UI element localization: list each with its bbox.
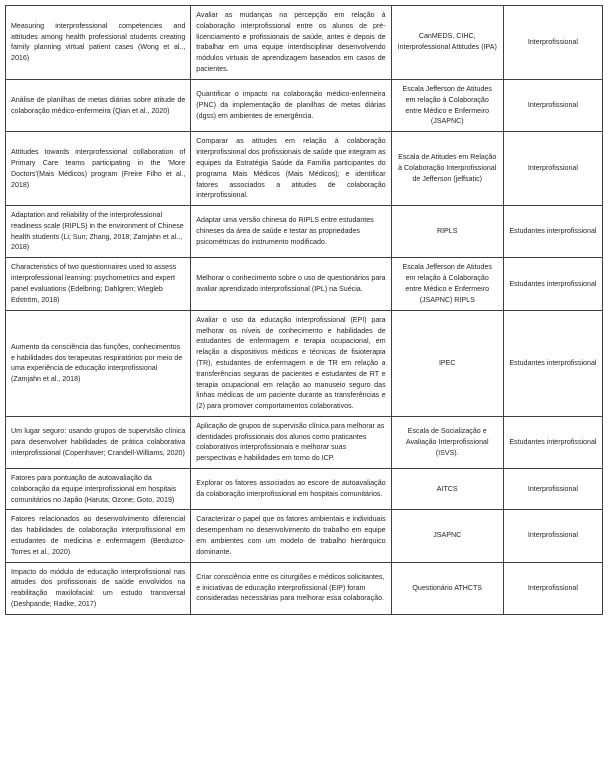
table-row <box>6 79 603 132</box>
cell-instrument-text: CanMEDS, CIHC, Interprofessional Attitudes (IPA) <box>397 32 497 52</box>
cell-study-title <box>6 469 191 510</box>
cell-focus-text: Interprofissional <box>527 583 578 592</box>
cell-focus-text: Interprofissional <box>527 101 578 110</box>
cell-study-title-text: Characteristics of two questionnaires used to assess interprofessional learning: psychometrics and expert panel evaluations (Edelbring; Dahlgren; Wiegleb Edström, 2018) <box>11 263 177 304</box>
cell-objective <box>191 6 391 80</box>
cell-instrument-text: AITCS <box>436 484 458 493</box>
cell-instrument-text: JSAPNC <box>433 531 462 540</box>
cell-objective-text: Comparar as atitudes em relação à colaboração interprofissional dos profissionais de saúde que integram as equipes da Estratégia Saúde da Família participantes do programa Mais Médicos (Mais Médicos); e identificar fatores associados a atitudes de colaboração interprofissional. <box>196 137 386 200</box>
cell-instrument <box>391 310 503 416</box>
table-row <box>6 562 603 614</box>
cell-instrument <box>391 6 503 80</box>
cell-focus <box>503 6 602 80</box>
cell-instrument-text: RIPLS <box>436 227 458 236</box>
cell-focus <box>503 562 602 614</box>
cell-focus-text: Estudantes interprofissional <box>509 358 597 367</box>
cell-objective <box>191 79 391 132</box>
cell-study-title <box>6 132 191 206</box>
cell-objective <box>191 258 391 311</box>
cell-focus <box>503 310 602 416</box>
cell-objective-text: Criar consciência entre os cirurgiões e médicos solicitantes, e iniciativas de educação interprofissional (EIP) foram consideradas necessárias para melhorar essa colaboração. <box>196 572 385 603</box>
cell-instrument-text: Escala Jefferson de Atitudes em relação à Colaboração entre Médico e Enfermeiro (JSAPNC) <box>402 84 492 126</box>
cell-objective-text: Caracterizar o papel que os fatores ambientais e individuais desempenham no desenvolvimento do trabalho em equipe em ambientes com um modelo de trabalho hierárquico dominante. <box>196 515 386 556</box>
cell-study-title <box>6 562 191 614</box>
cell-objective-text: Melhorar o conhecimento sobre o uso de questionários para avaliar aprendizado interprofissional (IPL) na Suécia. <box>196 274 386 294</box>
cell-objective <box>191 132 391 206</box>
cell-instrument <box>391 469 503 510</box>
cell-objective <box>191 310 391 416</box>
study-table <box>5 5 603 615</box>
cell-focus <box>503 510 602 562</box>
cell-study-title <box>6 510 191 562</box>
cell-instrument-text: IPEC <box>438 358 456 367</box>
cell-instrument <box>391 510 503 562</box>
cell-focus <box>503 206 602 258</box>
cell-objective-text: Quantificar o impacto na colaboração médico-enfermeira (PNC) da implementação de planilhas de metas diárias (dgss) em ambientes de emergência. <box>196 90 386 120</box>
table-row <box>6 510 603 562</box>
cell-focus-text: Interprofissional <box>527 484 578 493</box>
cell-focus-text: Interprofissional <box>527 531 578 540</box>
cell-focus-text: Estudantes interprofissional <box>509 227 597 236</box>
cell-instrument <box>391 206 503 258</box>
cell-objective-text: Aplicação de grupos de supervisão clínica para melhorar as identidades profissionais dos alunos como praticantes colaborativos interprofissionais e melhorar suas perspectivas e habilidades em torno do ICP. <box>196 421 385 463</box>
table-row <box>6 132 603 206</box>
cell-objective-text: Avaliar o uso da educação interprofissional (EPI) para melhorar os níveis de conhecimento e habilidades de estudantes de enfermagem e terapia ocupacional, em relação a dispositivos médicos e técnicas de fisioterapia (TR), estudantes de enfermagem e de TR em relação a transferências seguras de pacientes e estudantes de RT e terapia ocupacional em relação ao manuseio seguro das linhas médicas de um paciente durante as transferências e (2) para promover comportamentos colaborativos. <box>196 315 386 411</box>
cell-study-title-text: Impacto do módulo de educação interprofissional nas atitudes dos profissionais de saúde envolvidos na reabilitação maxilofacial: um estudo transversal (Deshpande; Radke, 2017) <box>11 567 186 608</box>
cell-focus-text: Estudantes interprofissional <box>509 438 597 446</box>
cell-instrument <box>391 562 503 614</box>
cell-focus-text: Interprofissional <box>527 37 578 46</box>
cell-focus <box>503 416 602 468</box>
cell-instrument-text: Questionário ATHCTS <box>412 583 483 592</box>
cell-study-title <box>6 206 191 258</box>
cell-study-title-text: Measuring interprofessional competencies and attitudes among health professional students creating family planning virtual patient cases (Wong et al.., 2016) <box>11 21 186 63</box>
cell-focus <box>503 79 602 132</box>
cell-objective-text: Adaptar uma versão chinesa do RIPLS entre estudantes chineses da área de saúde e testar as propriedades psicométricas do instrumento modificado. <box>196 216 374 247</box>
cell-study-title-text: Fatores para pontuação de autoavaliação da colaboração da equipe interprofissional em hospitais comunitários no Japão (Haruta; Ozone; Goto, 2019) <box>11 474 177 504</box>
table-row <box>6 416 603 468</box>
cell-study-title-text: Análise de planilhas de metas diárias sobre atitude de colaboração médico-enfermeira (Qian et al., 2020) <box>11 95 186 115</box>
cell-objective-text: Explorar os fatores associados ao escore de autoavaliação da colaboração interprofissional em hospitais comunitários. <box>196 479 386 499</box>
cell-study-title-text: Fatores relacionados ao desenvolvimento diferencial das habilidades de colaboração interprofissional em estudantes de medicina e enfermagem (Berduzco-Torres et al., 2020) <box>11 515 186 556</box>
cell-study-title-text: Aumento da consciência das funções, conhecimentos e habilidades dos terapeutas respiratórios por meio de uma experiência de educação interprofissional (Zamjahn et al., 2018) <box>11 342 183 384</box>
cell-objective <box>191 510 391 562</box>
cell-focus <box>503 258 602 311</box>
cell-study-title-text: Um lugar seguro: usando grupos de supervisão clínica para desenvolver habilidades de prática colaborativa interprofissional (Copenhaver; Crandell-Williams, 2020) <box>11 427 186 457</box>
cell-focus <box>503 469 602 510</box>
cell-study-title <box>6 79 191 132</box>
cell-objective <box>191 206 391 258</box>
cell-study-title <box>6 310 191 416</box>
cell-instrument <box>391 79 503 132</box>
cell-focus-text: Interprofissional <box>527 164 578 173</box>
cell-instrument-text: Escala de Socialização e Avaliação Interprofissional (ISVS). <box>405 427 489 457</box>
cell-study-title-text: Attitudes towards interprofessional collaboration of Primary Care teams participating in the 'More Doctors'(Mais Médicos) program (Freire Filho et al., 2018) <box>11 148 186 189</box>
cell-instrument-text: Escala de Atitudes em Relação à Colaboração Interprofissional de Jefferson (jeffsatic) <box>398 153 497 184</box>
table-row <box>6 258 603 311</box>
cell-focus <box>503 132 602 206</box>
cell-study-title <box>6 258 191 311</box>
table-row <box>6 310 603 416</box>
table-row <box>6 469 603 510</box>
cell-objective <box>191 562 391 614</box>
cell-instrument <box>391 132 503 206</box>
cell-instrument <box>391 416 503 468</box>
cell-study-title <box>6 6 191 80</box>
cell-objective <box>191 416 391 468</box>
cell-study-title-text: Adaptation and reliability of the interprofessional readiness scale (RIPLS) in the environment of Chinese health students (Li; Sun; Zhang, 2018; Zamjahn et al.., 2018) <box>11 211 184 252</box>
cell-study-title <box>6 416 191 468</box>
table-row <box>6 6 603 80</box>
cell-focus-text: Estudantes interprofissional <box>509 279 597 288</box>
table-body <box>6 6 603 615</box>
cell-objective <box>191 469 391 510</box>
cell-objective-text: Avaliar as mudanças na percepção em relação à colaboração interprofissional entre os alunos de pré-licenciamento e profissionais de saúde, antes e depois de trabalhar em uma equipe interdisciplinar desenvolvendo módulos virtuais de aprendizagem baseados em casos de pacientes. <box>196 11 386 73</box>
cell-instrument <box>391 258 503 311</box>
cell-instrument-text: Escala Jefferson de Atitudes em relação à Colaboração entre Médico e Enfermeiro (JSAPNC) RIPLS <box>402 263 492 304</box>
table-row <box>6 206 603 258</box>
